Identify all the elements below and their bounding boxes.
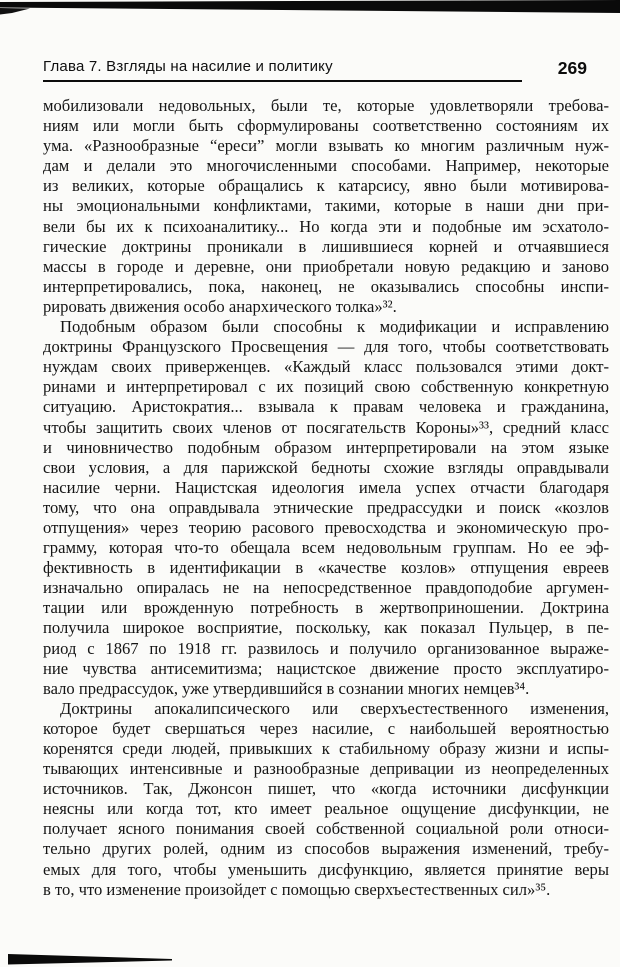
text-line: получила широкое восприятие, поскольку, как показал Пульцер, в пе- [43,618,609,638]
text-line: гические доктрины проникали в лишившиеся корней и отчаявшиеся [43,236,609,256]
text-line: тации или врожденную потребность в жертвоприношении. Доктрина [43,598,609,618]
text-line: и чиновничество подобным образом интерпретировали на этом языке [43,437,609,457]
text-line: Доктрины апокалипсического или сверхъестественного изменения, [60,698,609,718]
page-number: 269 [557,58,587,78]
text-line: из великих, которые обращались к катарсису, явно были мотивирова- [43,176,609,196]
text-line: источников. Так, Джонсон пишет, что «когда источники дисфункции [43,779,609,799]
text-line: в то, что изменение произойдет с помощью сверхъестественных сил»³⁵. [43,879,551,899]
text-line: тому, что она оправдывала этнические предрассудки и поиск «козлов [43,497,609,517]
text-line: вели бы их к психоаналитику... Но когда эти и подобные им эсхатоло- [43,216,609,236]
text-line: мобилизовали недовольных, были те, которые удовлетворяли требова- [43,96,609,115]
text-line: ума. «Разнообразные “ереси” могли взывать ко многим различным нуж- [43,136,609,156]
text-line: интерпретировались, пока, наконец, не оказывались способны инспи- [43,276,609,296]
text-line: риод с 1867 по 1918 гг. развилось и получило организованное выраже- [43,638,609,658]
page-body [43,96,609,900]
text-line: емых для того, чтобы уменьшить дисфункцию, является принятие веры [43,859,609,879]
text-line: ние чувства антисемитизма; нацистское движение просто эксплуатиро- [43,658,609,678]
paragraph-3 [43,699,609,900]
text-line: получает ясного понимания своей собственной социальной роли относи- [43,819,609,839]
text-line: грамму, которая что-то обещала всем недовольным группам. Но ее эф- [43,538,609,558]
text-line: нуждам своих приверженцев. «Каждый класс пользовался этими докт- [43,357,609,377]
top-scan-bar [0,0,620,20]
text-line: ны эмоциональными конфликтами, такими, которые в наши дни при- [43,196,609,216]
page-header [43,58,608,82]
text-line: ринами и интерпретировал с их позиций свою собственную конкретную [43,377,609,397]
text-line: дам и делали это многочисленными способами. Например, некоторые [43,156,609,176]
text-line: вало предрассудок, уже утвердившийся в сознании многих немцев³⁴. [43,678,530,698]
text-line: Подобным образом были способны к модификации и исправлению [60,317,609,337]
text-line: свои условия, а для парижской бедноты схожие взгляды оправдывали [43,457,609,477]
text-line: изначально опиралась не на непосредственное правдоподобие аргумен- [43,578,609,598]
text-line: тельно других ролей, одним из способов выражения изменений, требу- [43,839,609,859]
text-line: неясны или когда тот, кто имеет реальное ощущение дисфункции, не [43,799,609,819]
bottom-scan-wedge [0,948,220,967]
text-line: чтобы защитить своих членов от посягательств Короны»³³, средний класс [43,417,609,437]
text-line: ситуацию. Аристократия... взывала к правам человека и гражданина, [43,397,609,417]
text-line: рировать движения особо анархического толка»³². [43,296,397,316]
text-line: тывающих интенсивные и разнообразные депривации из неопределенных [43,759,609,779]
paragraph-2 [43,317,609,699]
text-line: коренятся среди людей, привыкших к стабильному образу жизни и испы- [43,739,609,758]
text-line: отпущения» через теорию расового превосходства и экономическую про- [43,517,609,537]
text-line: которое будет свершаться через насилие, с наибольшей вероятностью [43,718,609,738]
text-line: насилие черни. Нацистская идеология имела успех отчасти благодаря [43,477,609,497]
text-line: фективность в идентификации в «качестве козлов» отпущения евреев [43,558,609,578]
chapter-title: Глава 7. Взгляды на насилие и политику [43,58,522,82]
text-line: массы в городе и деревне, они приобретали новую редакцию и заново [43,256,609,276]
text-line: доктрины Французского Просвещения — для того, чтобы соответствовать [43,337,609,357]
paragraph-1 [43,96,609,317]
text-line: ниям или могли быть сформулированы соответственно состояниям их [43,116,609,136]
